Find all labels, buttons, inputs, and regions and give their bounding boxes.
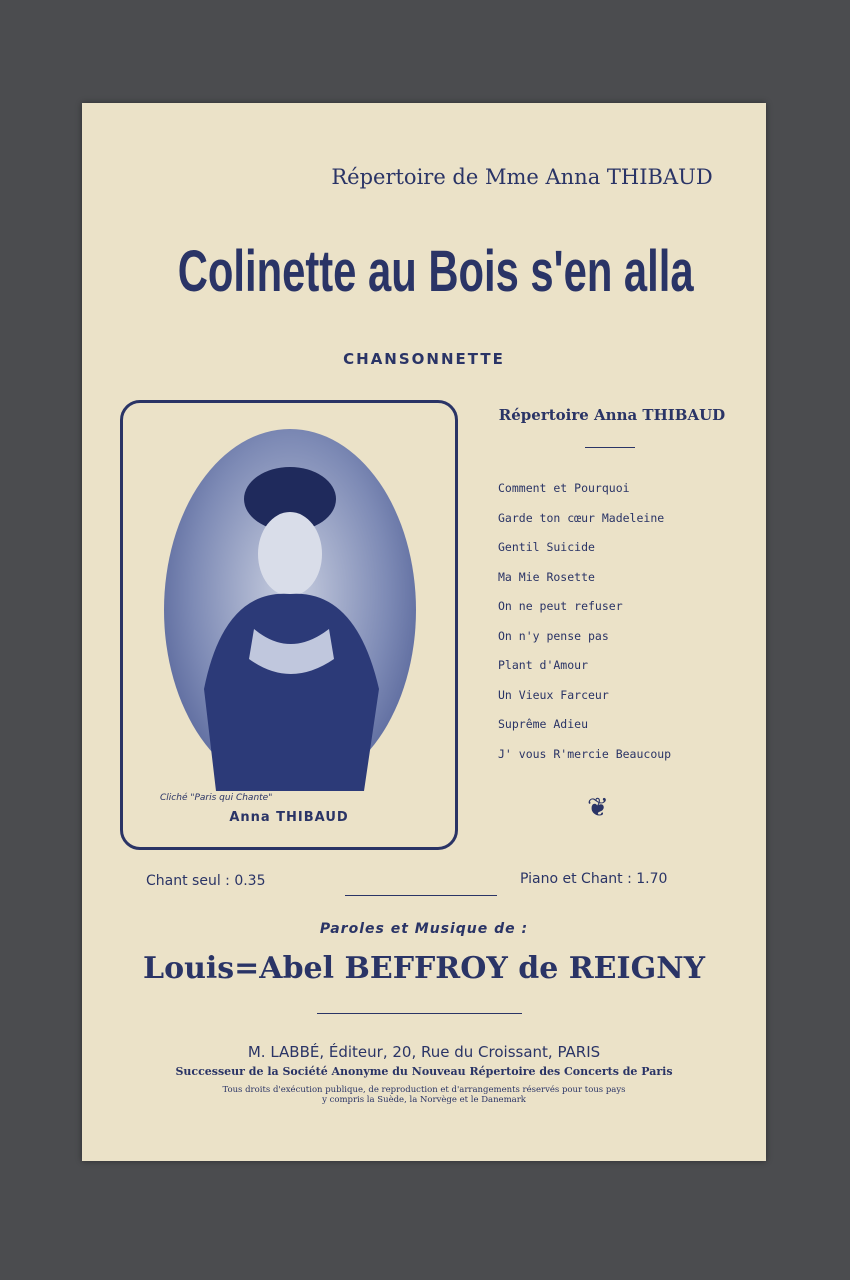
author-name: Louis=Abel BEFFROY de REIGNY [142,951,706,986]
portrait-photo [164,429,416,791]
repertoire-heading: Répertoire Anna THIBAUD [498,406,726,424]
publisher-successor: Successeur de la Société Anonyme du Nouveau Répertoire des Concerts de Paris [175,1065,673,1078]
rights-line: Tous droits d'exécution publique, de reproduction et d'arrangements réservés pour tous pays [222,1085,626,1095]
list-item: Gentil Suicide [498,540,595,554]
list-item: Plant d'Amour [498,658,589,672]
rights-notice [122,1085,726,1105]
price-piano-voice: Piano et Chant : 1.70 [520,871,668,887]
list-item: On ne peut refuser [498,599,623,613]
divider [585,447,635,448]
divider [317,1013,522,1014]
price-voice-only: Chant seul : 0.35 [146,873,266,889]
repertoire-header: Répertoire de Mme Anna THIBAUD [331,165,713,189]
song-title: Colinette au Bois s'en alla [177,239,694,304]
divider [345,895,497,896]
rights-line: y compris la Suède, la Norvège et le Danemark [322,1095,526,1105]
list-item: Suprême Adieu [498,717,589,731]
sheet-music-cover [82,103,766,1161]
song-subtitle: CHANSONNETTE [343,350,505,368]
portrait-caption: Anna THIBAUD [229,810,349,825]
list-item: J' vous R'mercie Beaucoup [498,746,672,761]
photo-credit: Cliché "Paris qui Chante" [160,793,273,803]
list-item: Comment et Pourquoi [498,481,630,495]
publisher-line: M. LABBÉ, Éditeur, 20, Rue du Croissant, PARIS [247,1043,601,1061]
song-list [498,481,671,776]
list-item: Ma Mie Rosette [498,569,595,584]
list-item: On n'y pense pas [498,628,609,643]
credits-label: Paroles et Musique de : [319,921,529,937]
list-item: Garde ton cœur Madeleine [498,510,665,525]
ornament-icon: ❦ [587,793,609,823]
list-item: Un Vieux Farceur [498,687,609,702]
portrait-figure [164,429,416,791]
